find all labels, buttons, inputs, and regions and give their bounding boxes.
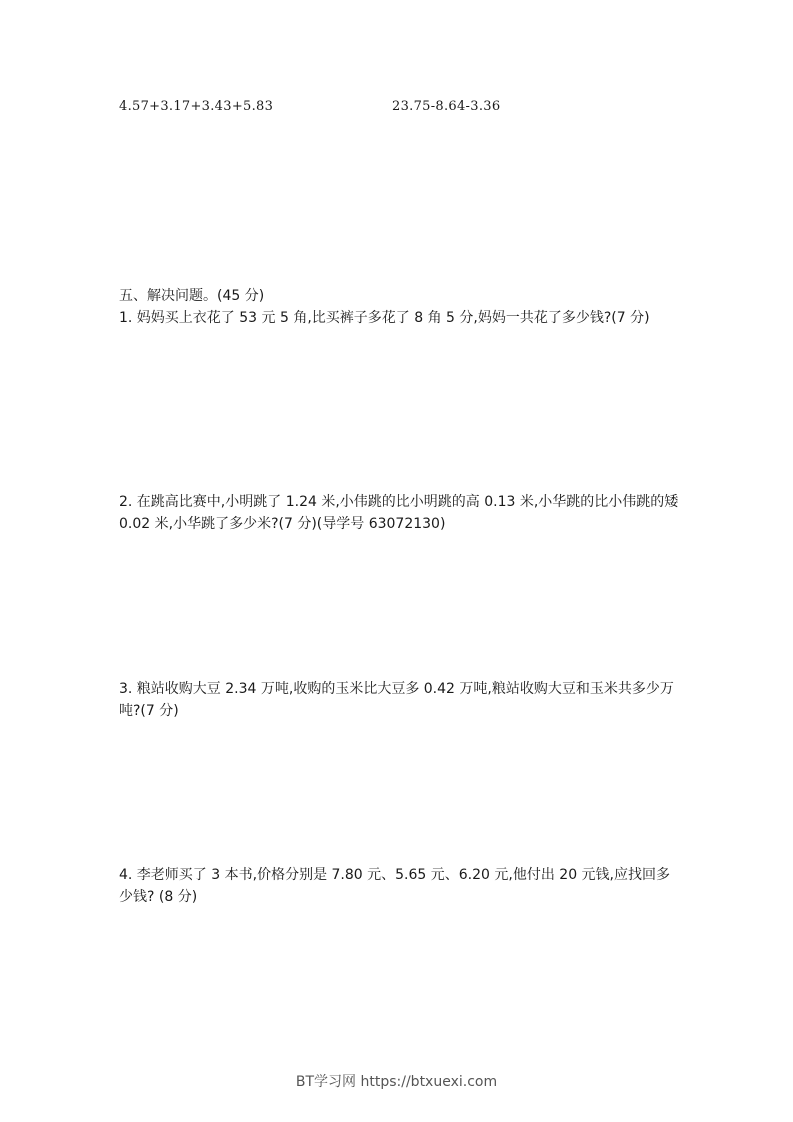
problem-4: 4. 李老师买了 3 本书,价格分别是 7.80 元、5.65 元、6.20 元,他付出 20 元钱,应找回多少钱? (8 分)	[119, 867, 670, 905]
section-title: 五、解决问题。(45 分)	[119, 288, 265, 304]
calculation-expression-left: 4.57+3.17+3.43+5.83	[119, 99, 274, 114]
problem-1: 1. 妈妈买上衣花了 53 元 5 角,比买裤子多花了 8 角 5 分,妈妈一共花了多少钱?(7 分)	[119, 310, 650, 326]
problem-3: 3. 粮站收购大豆 2.34 万吨,收购的玉米比大豆多 0.42 万吨,粮站收购大豆和玉米共多少万吨?(7 分)	[119, 681, 674, 719]
problem-2: 2. 在跳高比赛中,小明跳了 1.24 米,小伟跳的比小明跳的高 0.13 米,小华跳的比小伟跳的矮 0.02 米,小华跳了多少米?(7 分)(导学号 63072130)	[119, 494, 679, 532]
footer-watermark: BT学习网 https://btxuexi.com	[295, 1074, 498, 1090]
calculation-expression-right: 23.75-8.64-3.36	[392, 99, 501, 114]
